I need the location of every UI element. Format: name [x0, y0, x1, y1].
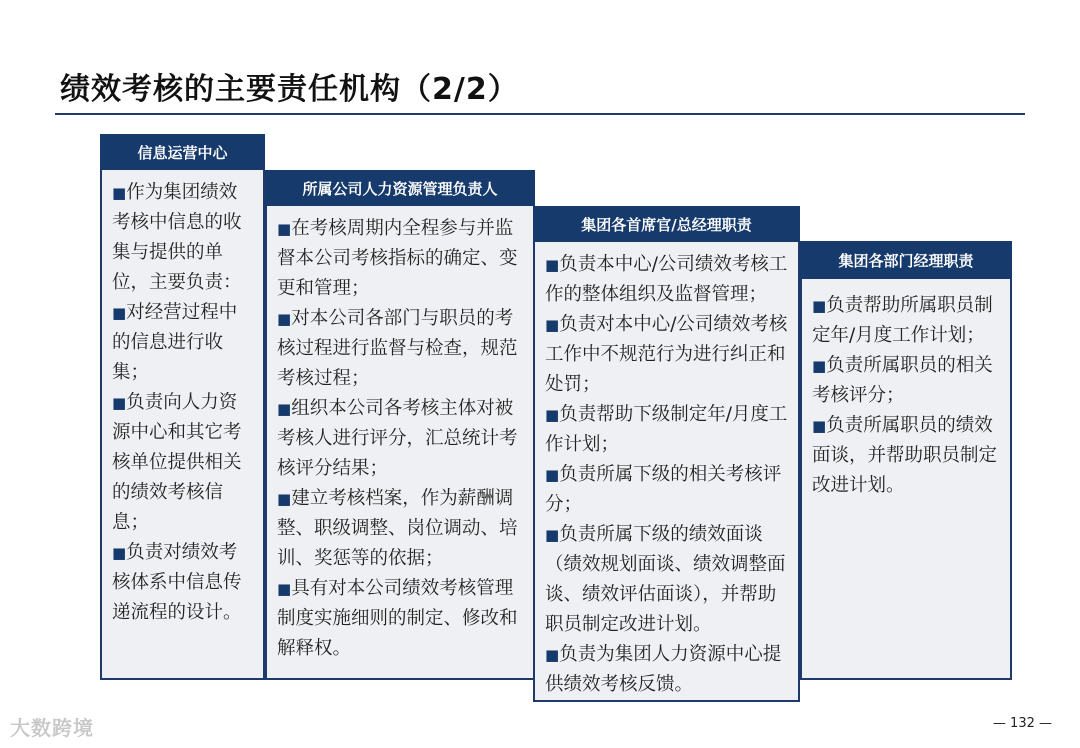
item-text: 在考核周期内全程参与并监督本公司考核指标的确定、变更和管理；: [277, 218, 518, 299]
item-text: 负责为集团人力资源中心提供绩效考核反馈。: [545, 644, 782, 695]
square-bullet-icon: ■: [112, 394, 127, 412]
list-item: [545, 250, 790, 310]
page-title: 绩效考核的主要责任机构（2/2）: [60, 72, 519, 107]
list-item: [812, 351, 1002, 411]
square-bullet-icon: ■: [545, 256, 560, 274]
item-text: 负责所属下级的相关考核评分；: [545, 464, 782, 515]
square-bullet-icon: ■: [277, 310, 292, 328]
square-bullet-icon: ■: [277, 580, 292, 598]
list-item: [277, 574, 525, 664]
square-bullet-icon: ■: [277, 220, 292, 238]
square-bullet-icon: ■: [112, 184, 127, 202]
list-item: [277, 484, 525, 574]
list-item: [812, 411, 1002, 501]
item-text: 具有对本公司绩效考核管理制度实施细则的制定、修改和解释权。: [277, 578, 518, 659]
column-hr-manager: [265, 170, 535, 680]
list-item: [545, 400, 790, 460]
title-divider: [55, 113, 1025, 115]
square-bullet-icon: ■: [545, 466, 560, 484]
square-bullet-icon: ■: [545, 406, 560, 424]
square-bullet-icon: ■: [277, 400, 292, 418]
list-item: [812, 291, 1002, 351]
square-bullet-icon: ■: [112, 304, 127, 322]
square-bullet-icon: ■: [812, 417, 827, 435]
item-text: 负责对本中心/公司绩效考核工作中不规范行为进行纠正和处罚；: [545, 314, 788, 395]
item-text: 组织本公司各考核主体对被考核人进行评分，汇总统计考核评分结果；: [277, 398, 518, 479]
square-bullet-icon: ■: [545, 526, 560, 544]
item-text: 负责所属职员的绩效面谈，并帮助职员制定改进计划。: [812, 415, 998, 496]
item-text: 负责帮助所属职员制定年/月度工作计划；: [812, 295, 993, 346]
square-bullet-icon: ■: [812, 357, 827, 375]
item-text: 负责向人力资源中心和其它考核单位提供相关的绩效考核信息；: [112, 392, 242, 533]
item-text: 负责所属职员的相关考核评分；: [812, 355, 993, 406]
list-item: [277, 214, 525, 304]
column-body: [800, 279, 1012, 680]
item-text: 对经营过程中的信息进行收集；: [112, 302, 238, 383]
item-text: 作为集团绩效考核中信息的收集与提供的单位，主要负责：: [112, 182, 242, 293]
list-item: [112, 388, 255, 538]
column-body: [265, 206, 535, 680]
column-body: [533, 242, 800, 702]
square-bullet-icon: ■: [545, 316, 560, 334]
item-text: 对本公司各部门与职员的考核过程进行监督与检查，规范考核过程；: [277, 308, 518, 389]
square-bullet-icon: ■: [277, 490, 292, 508]
list-item: [112, 178, 255, 298]
list-item: [545, 520, 790, 640]
item-text: 负责对绩效考核体系中信息传递流程的设计。: [112, 542, 242, 623]
item-text: 负责帮助下级制定年/月度工作计划；: [545, 404, 788, 455]
list-item: [277, 304, 525, 394]
column-header: 集团各首席官/总经理职责: [533, 206, 800, 242]
watermark-logo: 大数跨境: [10, 716, 94, 740]
square-bullet-icon: ■: [112, 544, 127, 562]
item-text: 建立考核档案，作为薪酬调整、职级调整、岗位调动、培训、奖惩等的依据；: [277, 488, 518, 569]
column-header: 所属公司人力资源管理负责人: [265, 170, 535, 206]
column-chief-officers: [533, 206, 800, 695]
column-dept-managers: [800, 241, 1012, 680]
column-body: [100, 170, 265, 680]
item-text: 负责所属下级的绩效面谈（绩效规划面谈、绩效调整面谈、绩效评估面谈），并帮助职员制定改进计划。: [545, 524, 786, 635]
list-item: [545, 310, 790, 400]
item-text: 负责本中心/公司绩效考核工作的整体组织及监督管理；: [545, 254, 788, 305]
square-bullet-icon: ■: [545, 646, 560, 664]
list-item: [545, 640, 790, 700]
column-header: 集团各部门经理职责: [800, 241, 1012, 279]
list-item: [277, 394, 525, 484]
page-number: — 132 —: [992, 716, 1052, 731]
list-item: [545, 460, 790, 520]
square-bullet-icon: ■: [812, 297, 827, 315]
column-header: 信息运营中心: [100, 134, 265, 170]
list-item: [112, 538, 255, 628]
list-item: [112, 298, 255, 388]
column-info-ops-center: [100, 134, 265, 680]
